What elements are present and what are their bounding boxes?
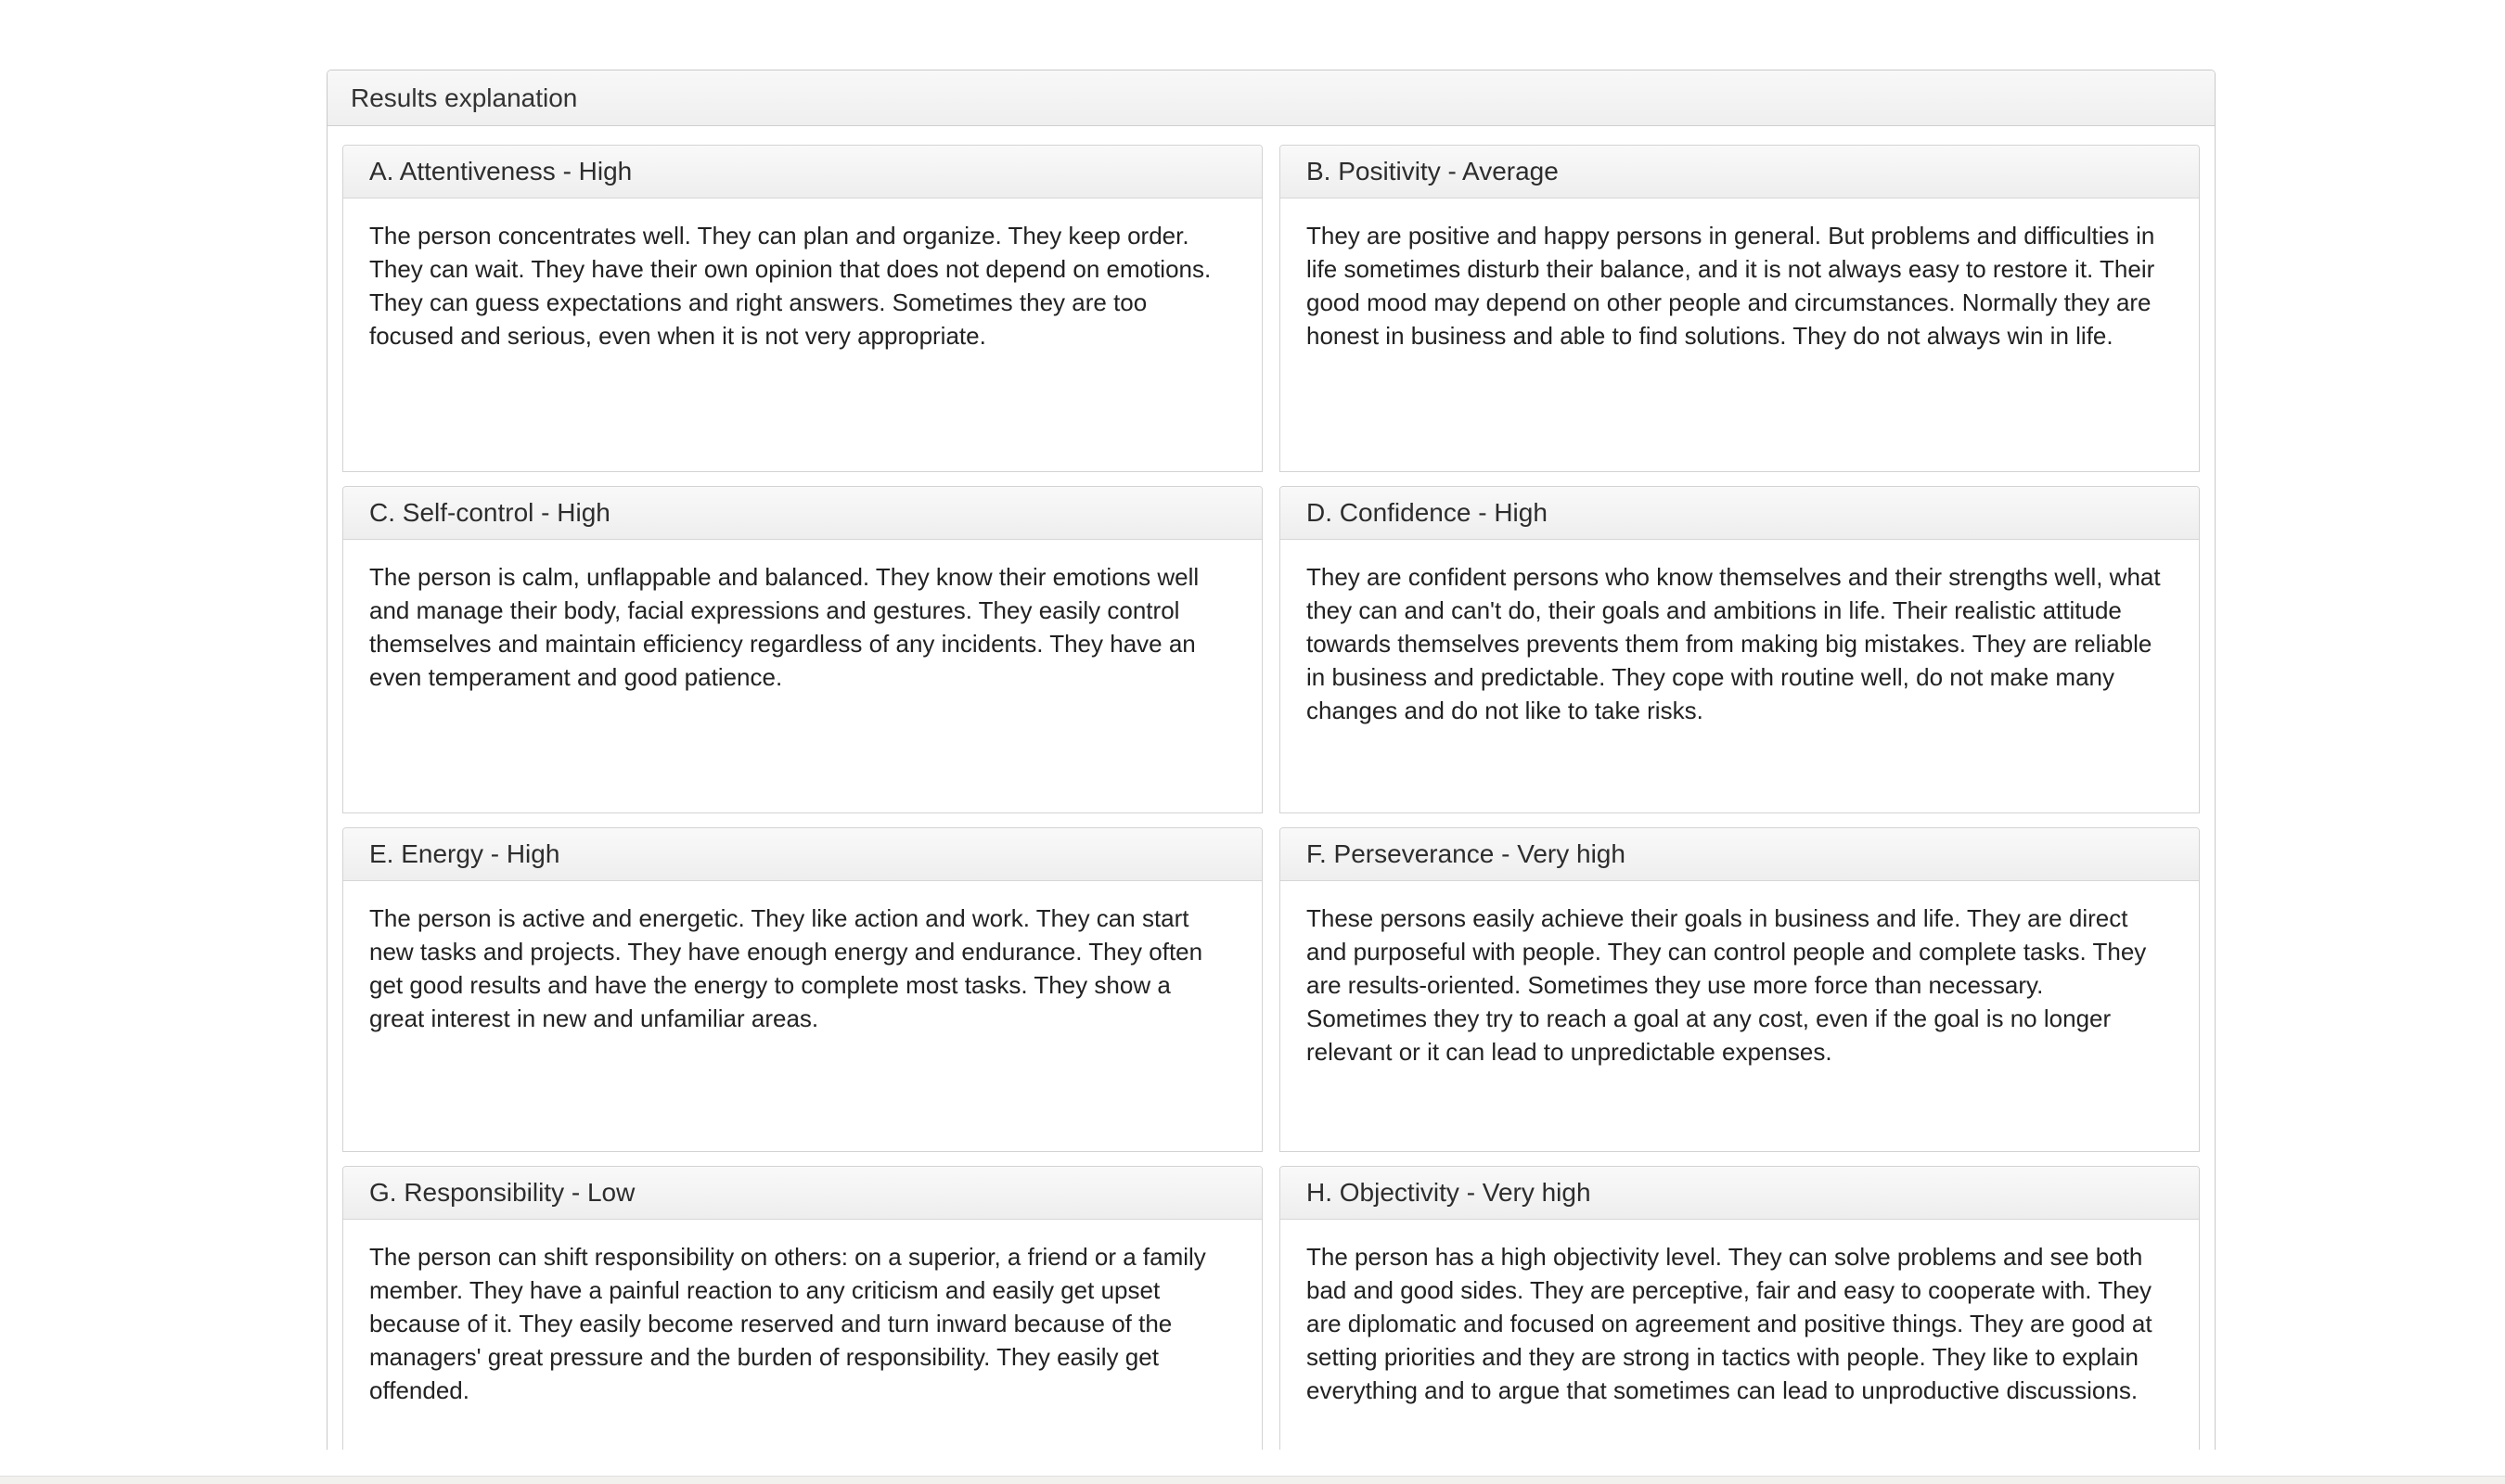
card-header: [343, 1167, 1262, 1220]
card-title: C. Self-control - High: [369, 498, 610, 527]
card-text: The person concentrates well. They can plan and organize. They keep order. They can wait. They have their own opinion that does not depend on emotions. They can guess expectations and right answers. Sometimes they are too focused and serious, even when it is not very appropriate.: [369, 222, 1212, 350]
result-card-positivity: [1279, 145, 2200, 472]
card-header: [1280, 146, 2199, 198]
card-header: [343, 828, 1262, 881]
panel-title: Results explanation: [351, 83, 578, 112]
card-text: The person has a high objectivity level. They can solve problems and see both bad and good sides. They are perceptive, fair and easy to cooperate with. They are diplomatic and focused on agreement and positive things. They are good at setting priorities and they are strong in tactics with people. They like to explain everything and to argue that sometimes can lead to unproductive discussions.: [1306, 1243, 2152, 1404]
card-text: These persons easily achieve their goals in business and life. They are direct and purposeful with people. They can control people and complete tasks. They are results-oriented. Sometimes they use more force than necessary. Sometimes they try to reach a goal at any cost, even if the goal is no longer relevant or it can lead to unpredictable expenses.: [1306, 904, 2147, 1066]
card-title: B. Positivity - Average: [1306, 157, 1559, 186]
card-text: They are confident persons who know themselves and their strengths well, what they can and can't do, their goals and ambitions in life. Their realistic attitude towards themselves prevents them from making big mistakes. They are reliable in business and predictable. They cope with routine well, do not make many changes and do not like to take risks.: [1306, 563, 2161, 724]
panel-header: [328, 70, 2215, 126]
result-card-responsibility: [342, 1166, 1263, 1450]
card-header: [343, 146, 1262, 198]
card-title: G. Responsibility - Low: [369, 1178, 636, 1207]
results-explanation-panel: [327, 70, 2216, 1450]
card-text: The person is calm, unflappable and balanced. They know their emotions well and manage their body, facial expressions and gestures. They easily control themselves and maintain efficiency regardless of any incidents. They have an even temperament and good patience.: [369, 563, 1200, 691]
result-card-attentiveness: [342, 145, 1263, 472]
result-card-objectivity: [1279, 1166, 2200, 1450]
panel-body: [328, 126, 2215, 1450]
card-title: F. Perseverance - Very high: [1306, 839, 1625, 868]
card-text: They are positive and happy persons in general. But problems and difficulties in life sometimes disturb their balance, and it is not always easy to restore it. Their good mood may depend on other people and circumstances. Normally they are honest in business and able to find solutions. They do not always win in life.: [1306, 222, 2155, 350]
card-text: The person is active and energetic. They like action and work. They can start new tasks and projects. They have enough energy and endurance. They often get good results and have the energy to complete most tasks. They show a great interest in new and unfamiliar areas.: [369, 904, 1203, 1032]
result-card-energy: [342, 827, 1263, 1152]
card-header: [1280, 1167, 2199, 1220]
card-header: [343, 487, 1262, 540]
card-title: A. Attentiveness - High: [369, 157, 633, 186]
result-card-confidence: [1279, 486, 2200, 813]
card-title: D. Confidence - High: [1306, 498, 1548, 527]
card-text: The person can shift responsibility on others: on a superior, a friend or a family member. They have a painful reaction to any criticism and easily get upset because of it. They easily become reserved and turn inward because of the managers' great pressure and the burden of responsibility. They easily get offended.: [369, 1243, 1206, 1404]
result-card-perseverance: [1279, 827, 2200, 1152]
bottom-edge-bar: [0, 1476, 2505, 1484]
card-title: E. Energy - High: [369, 839, 560, 868]
result-card-self-control: [342, 486, 1263, 813]
card-header: [1280, 487, 2199, 540]
card-title: H. Objectivity - Very high: [1306, 1178, 1591, 1207]
card-header: [1280, 828, 2199, 881]
